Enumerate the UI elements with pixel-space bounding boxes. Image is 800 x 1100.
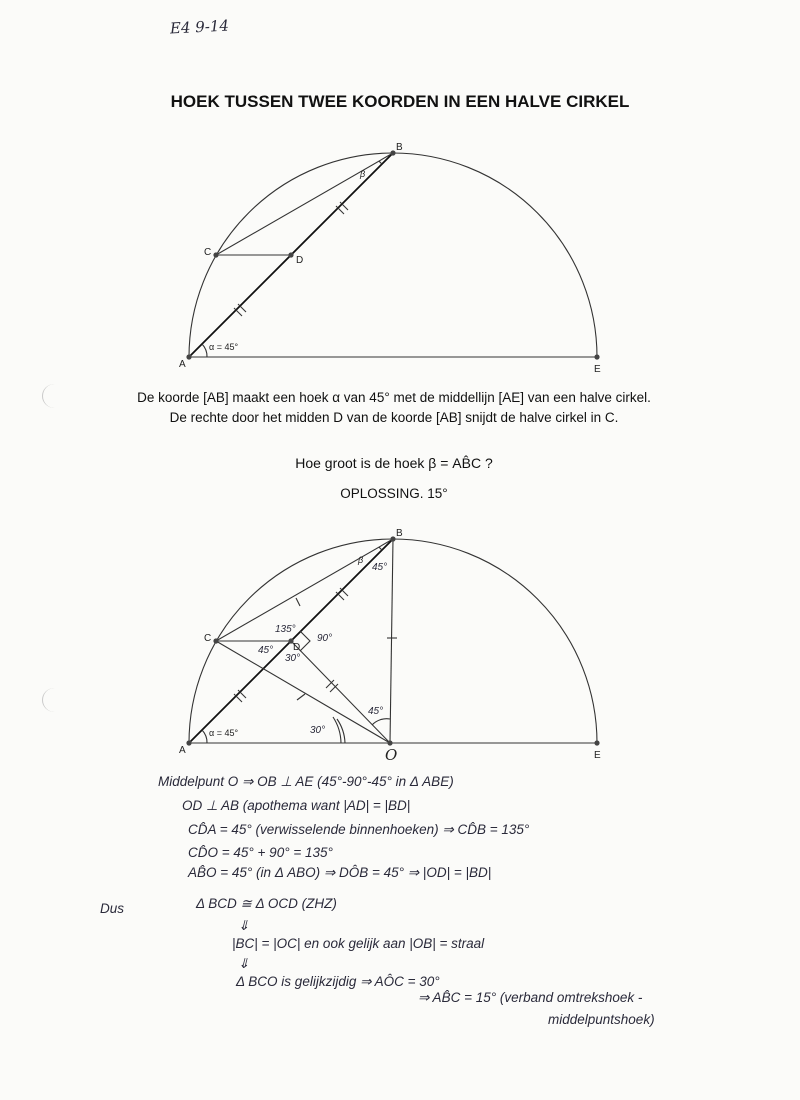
dob-arc	[372, 719, 390, 725]
label-E: E	[594, 750, 601, 761]
aoc-arc-2	[333, 717, 341, 743]
label-D: D	[296, 255, 304, 266]
angle-alpha-label: α = 45°	[209, 728, 239, 738]
label-A: A	[179, 359, 186, 370]
alpha-arc	[202, 730, 207, 743]
angle-ABO-label: 45°	[372, 562, 388, 573]
proof-line-7: |BC| = |OC| en ook gelijk aan |OB| = straal	[232, 936, 485, 951]
reference-code: E4 9-14	[169, 16, 230, 38]
segment-CO	[216, 641, 390, 743]
page-title: HOEK TUSSEN TWEE KOORDEN IN EEN HALVE CIRKEL	[170, 92, 630, 111]
angle-CDO-label: 30°	[285, 653, 301, 664]
point-A	[186, 740, 191, 745]
problem-line-1: De koorde [AB] maakt een hoek α van 45° met de middellijn [AE] van een halve cirkel.	[137, 390, 651, 405]
proof-line-10: middelpuntshoek)	[548, 1012, 655, 1027]
label-A: A	[179, 745, 186, 756]
label-O: O	[385, 746, 398, 764]
proof-line-3: CD̂A = 45° (verwisselende binnenhoeken) ⇒ CD̂B = 135°	[188, 822, 530, 837]
proof-arrow-2: ⇓	[238, 956, 250, 971]
label-B: B	[396, 528, 403, 539]
angle-ODB-label: 90°	[317, 633, 333, 644]
proof-line-1: Middelpunt O ⇒ OB ⊥ AE (45°-90°-45° in Δ ABE)	[158, 774, 454, 789]
angle-beta-label: β	[360, 169, 366, 179]
proof-line-8: Δ BCO is gelijkzijdig ⇒ AÔC = 30°	[236, 974, 440, 989]
tick-mark	[296, 598, 300, 606]
right-angle-mark	[300, 631, 310, 651]
proof-arrow-1: ⇓	[238, 918, 250, 933]
segment-OD	[291, 641, 390, 743]
chord-BC	[216, 539, 393, 641]
angle-beta-label: β	[358, 555, 364, 565]
solution-answer: OPLOSSING. 15°	[340, 486, 448, 501]
label-B: B	[396, 142, 403, 153]
label-D: D	[293, 642, 301, 653]
punch-hole-mark	[42, 688, 67, 712]
label-C: C	[204, 633, 212, 644]
question-text: Hoe groot is de hoek β = AB̂C ?	[295, 455, 493, 471]
proof-line-6: Δ BCD ≅ Δ OCD (ZHZ)	[196, 896, 337, 911]
proof-dus: Dus	[100, 901, 125, 916]
angle-CDB-label: 135°	[275, 624, 296, 635]
radius-OB	[390, 539, 393, 743]
angle-alpha-label: α = 45°	[209, 342, 239, 352]
problem-line-2: De rechte door het midden D van de koorde [AB] snijdt de halve cirkel in C.	[169, 410, 619, 425]
beta-arc	[379, 547, 382, 550]
proof-line-5: AB̂O = 45° (in Δ ABO) ⇒ DÔB = 45° ⇒ |OD| = |BD|	[188, 865, 492, 880]
proof-line-4: CD̂O = 45° + 90° = 135°	[188, 845, 333, 860]
point-C	[213, 638, 218, 643]
angle-DOB-label: 45°	[368, 706, 384, 717]
tick-mark	[297, 694, 305, 700]
proof-line-2: OD ⊥ AB (apothema want |AD| = |BD|	[182, 798, 411, 813]
proof-line-9: ⇒ AB̂C = 15° (verband omtrekshoek -	[418, 990, 643, 1005]
label-E: E	[594, 364, 601, 375]
point-O	[387, 740, 392, 745]
label-C: C	[204, 247, 212, 258]
point-B	[390, 536, 395, 541]
point-E	[594, 740, 599, 745]
angle-CDA-label: 45°	[258, 645, 274, 656]
angle-AOC-label: 30°	[310, 725, 326, 736]
